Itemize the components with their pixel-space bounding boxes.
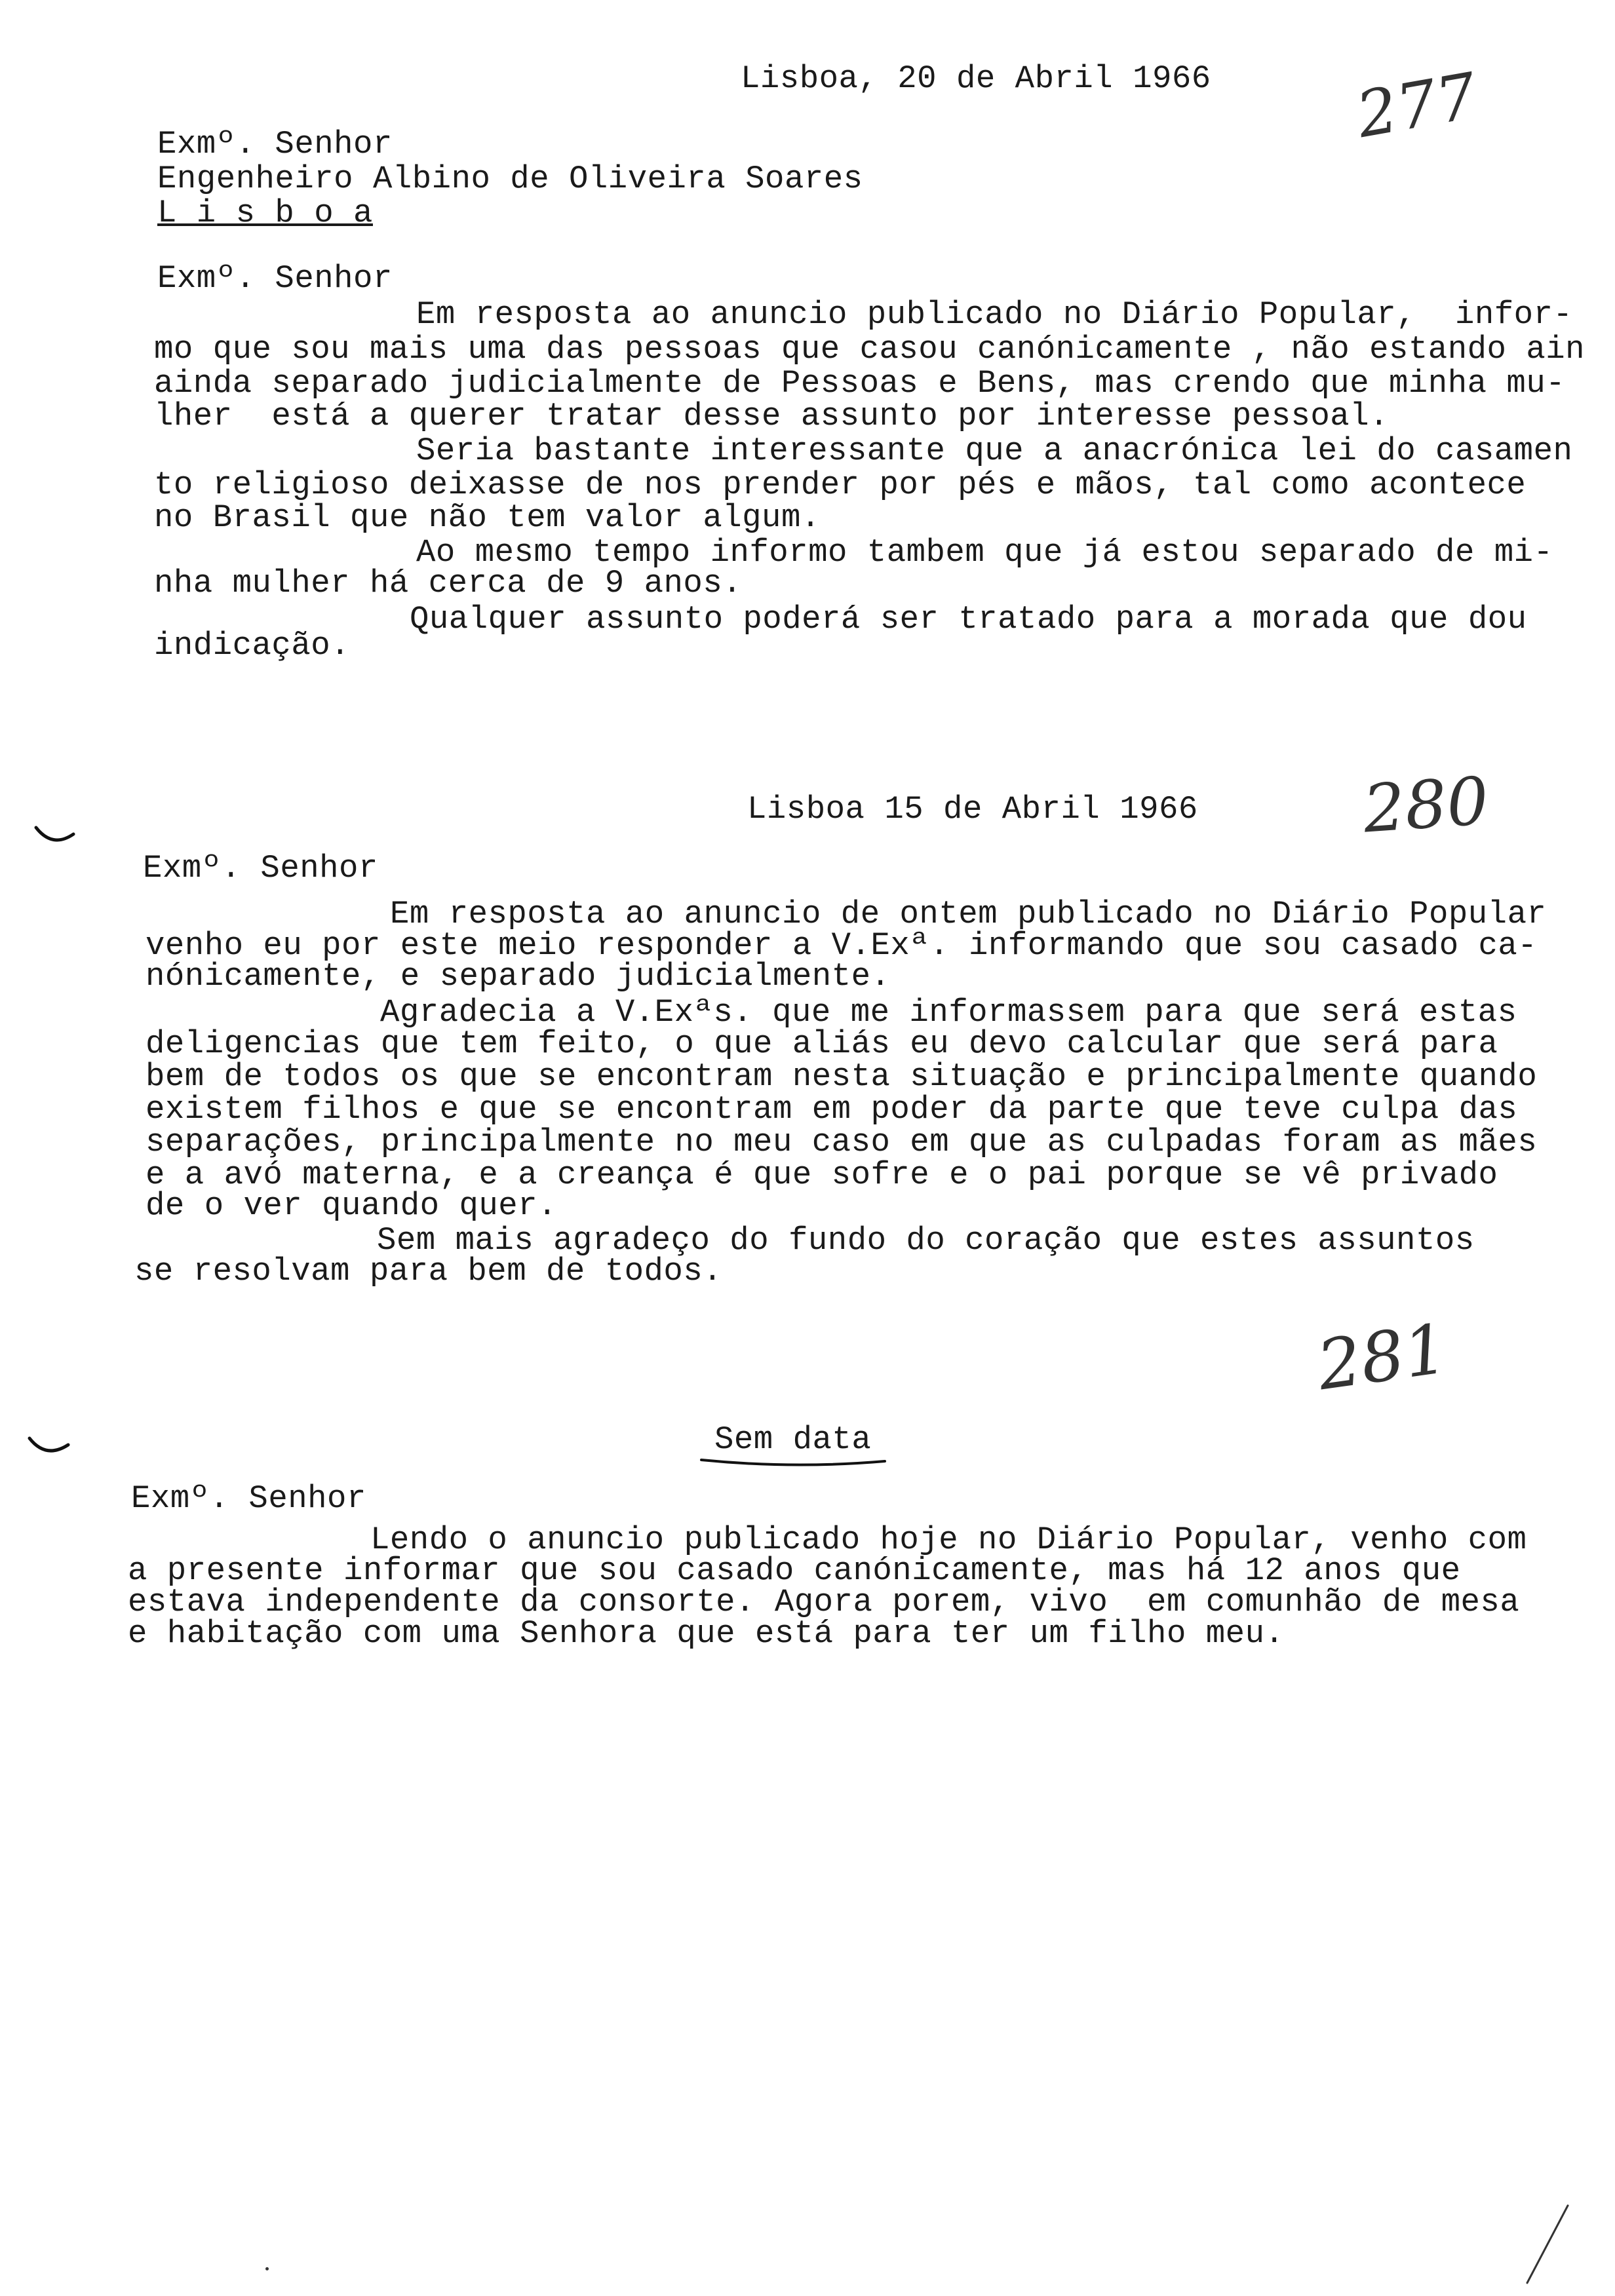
letter-2-line: venho eu por este meio responder a V.Exª. informando que sou casado ca- bbox=[146, 927, 1538, 964]
letter-1-city: L i s b o a bbox=[157, 195, 373, 231]
pen-stroke-mark bbox=[1521, 2202, 1573, 2287]
letter-2-line: nónicamente, e separado judicialmente. bbox=[146, 958, 891, 995]
letter-2-line: Em resposta ao anuncio de ontem publicado no Diário Popular bbox=[390, 896, 1547, 932]
letter-1-line: Ao mesmo tempo informo tambem que já estou separado de mi- bbox=[416, 534, 1553, 571]
speck-mark bbox=[265, 2267, 269, 2270]
letter-1-line: Qualquer assunto poderá ser tratado para a morada que dou bbox=[410, 601, 1527, 638]
letter-1-page-number: 277 bbox=[1351, 58, 1483, 153]
punch-hole-mark bbox=[33, 822, 79, 849]
letter-2-line: Agradecia a V.Exªs. que me informassem para que será estas bbox=[380, 994, 1517, 1031]
letter-1-line: lher está a querer tratar desse assunto por interesse pessoal. bbox=[154, 398, 1390, 434]
letter-3-line: e habitação com uma Senhora que está para ter um filho meu. bbox=[128, 1615, 1285, 1652]
letter-1-line: Seria bastante interessante que a anacrónica lei do casamen bbox=[416, 432, 1573, 469]
letter-1-line: Em resposta ao anuncio publicado no Diário Popular, infor- bbox=[416, 296, 1573, 333]
letter-1-date: Lisboa, 20 de Abril 1966 bbox=[741, 60, 1211, 97]
letter-1-line: mo que sou mais uma das pessoas que casou canónicamente , não estando ain bbox=[154, 331, 1586, 368]
letter-3-line: a presente informar que sou casado canónicamente, mas há 12 anos que bbox=[128, 1552, 1461, 1589]
letter-1-line: no Brasil que não tem valor algum. bbox=[154, 499, 821, 536]
letter-2-date: Lisboa 15 de Abril 1966 bbox=[747, 791, 1198, 828]
letter-2-line: e a avó materna, e a creança é que sofre e o pai porque se vê privado bbox=[146, 1157, 1498, 1193]
letter-2-line: existem filhos e que se encontram em poder da parte que teve culpa das bbox=[146, 1091, 1518, 1128]
letter-3-line: Lendo o anuncio publicado hoje no Diário Popular, venho com bbox=[370, 1521, 1527, 1558]
letter-2-line: separações, principalmente no meu caso em que as culpadas foram as mães bbox=[146, 1124, 1538, 1160]
letter-2-line: deligencias que tem feito, o que aliás eu devo calcular que será para bbox=[146, 1025, 1498, 1062]
letter-3-page-number: 281 bbox=[1312, 1308, 1453, 1406]
letter-2-page-number: 280 bbox=[1361, 762, 1491, 848]
letter-1-recipient: Engenheiro Albino de Oliveira Soares bbox=[157, 161, 863, 197]
letter-3-line: estava independente da consorte. Agora porem, vivo em comunhão de mesa bbox=[128, 1584, 1520, 1620]
letter-1-line: nha mulher há cerca de 9 anos. bbox=[154, 565, 743, 602]
date-underline bbox=[695, 1455, 891, 1468]
letter-1-line: ainda separado judicialmente de Pessoas e Bens, mas crendo que minha mu- bbox=[154, 365, 1566, 402]
letter-1-addressee: Exmº. Senhor bbox=[157, 126, 393, 163]
letter-1-line: indicação. bbox=[154, 627, 351, 664]
letter-2-line: se resolvam para bem de todos. bbox=[134, 1253, 723, 1290]
letter-3-date: Sem data bbox=[714, 1421, 872, 1458]
letter-2-line: Sem mais agradeço do fundo do coração que estes assuntos bbox=[377, 1222, 1475, 1259]
punch-hole-mark bbox=[26, 1432, 72, 1461]
letter-3-salutation: Exmº. Senhor bbox=[131, 1480, 366, 1517]
letter-1-salutation: Exmº. Senhor bbox=[157, 260, 393, 297]
letter-2-line: bem de todos os que se encontram nesta situação e principalmente quando bbox=[146, 1058, 1538, 1095]
letter-1-line: to religioso deixasse de nos prender por pés e mãos, tal como acontece bbox=[154, 467, 1527, 503]
letter-2-salutation: Exmº. Senhor bbox=[143, 850, 378, 887]
letter-2-line: de o ver quando quer. bbox=[146, 1187, 558, 1224]
